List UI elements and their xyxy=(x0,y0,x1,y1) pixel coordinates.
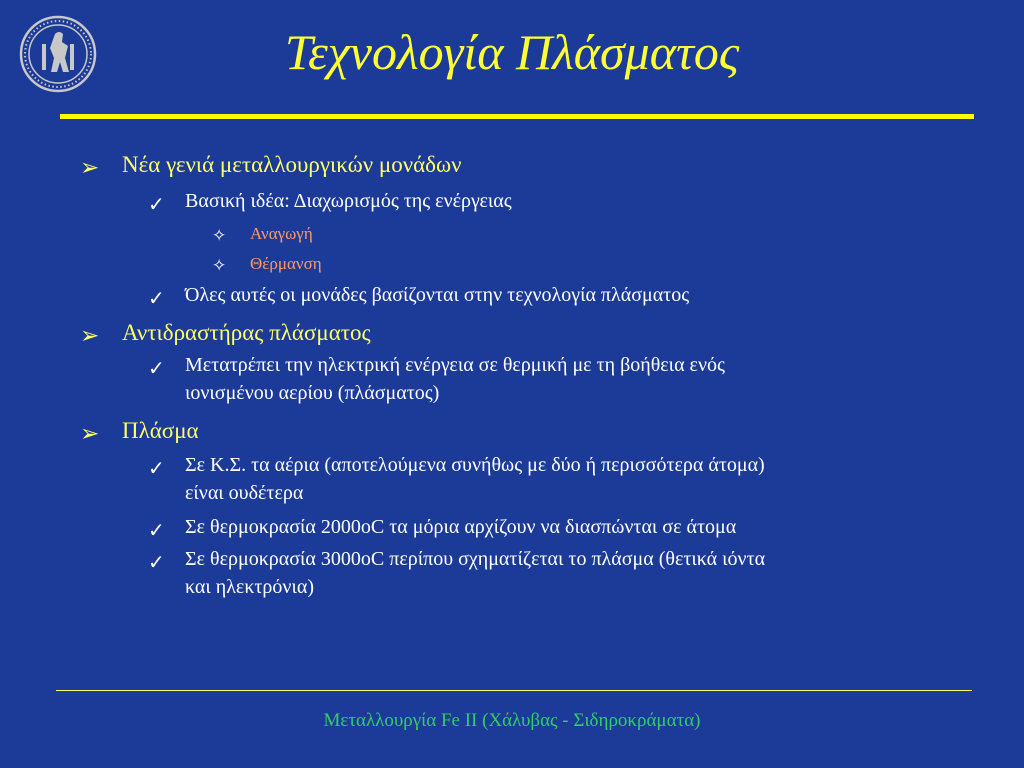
check-marker-icon: ✓ xyxy=(148,552,165,574)
slide-title: Τεχνολογία Πλάσματος xyxy=(284,24,740,80)
bullet-item: Νέα γενιά μεταλλουργικών μονάδων xyxy=(122,152,462,177)
sub-bullet-item-continued: ιονισμένου αερίου (πλάσματος) xyxy=(185,382,440,404)
level1-marker-icon: ➢ xyxy=(80,155,100,180)
sub-sub-bullet-item: Θέρμανση xyxy=(250,254,322,273)
slide-footer: Μεταλλουργία Fe II (Χάλυβας - Σιδηροκράματα) xyxy=(323,710,701,731)
bullet-item: Πλάσμα xyxy=(122,418,199,443)
sub-bullet-item-continued: είναι ουδέτερα xyxy=(185,482,304,504)
sub-bullet-item: Μετατρέπει την ηλεκτρική ενέργεια σε θερμική με τη βοήθεια ενός xyxy=(185,354,725,376)
check-marker-icon: ✓ xyxy=(148,358,165,380)
level1-marker-icon: ➢ xyxy=(80,421,100,446)
sub-bullet-item: Σε Κ.Σ. τα αέρια (αποτελούμενα συνήθως με δύο ή περισσότερα άτομα) xyxy=(185,454,765,476)
check-marker-icon: ✓ xyxy=(148,288,165,310)
sub-sub-bullet-item: Αναγωγή xyxy=(250,224,313,243)
sub-bullet-item: Βασική ιδέα: Διαχωρισμός της ενέργειας xyxy=(185,190,512,212)
sub-bullet-item: Σε θερμοκρασία 3000oC περίπου σχηματίζεται το πλάσμα (θετικά ιόντα xyxy=(185,548,766,570)
check-marker-icon: ✓ xyxy=(148,458,165,480)
level1-marker-icon: ➢ xyxy=(80,323,100,348)
star-marker-icon: ✧ xyxy=(212,256,227,275)
check-marker-icon: ✓ xyxy=(148,194,165,216)
footer-divider xyxy=(56,690,972,691)
sub-bullet-item: Σε θερμοκρασία 2000oC τα μόρια αρχίζουν να διασπώνται σε άτομα xyxy=(185,516,737,538)
sub-bullet-item-continued: και ηλεκτρόνια) xyxy=(185,576,314,598)
bullet-item: Αντιδραστήρας πλάσματος xyxy=(122,320,371,345)
sub-bullet-item: Όλες αυτές οι μονάδες βασίζονται στην τεχνολογία πλάσματος xyxy=(185,284,690,306)
title-divider xyxy=(60,114,974,119)
star-marker-icon: ✧ xyxy=(212,226,227,245)
check-marker-icon: ✓ xyxy=(148,520,165,542)
